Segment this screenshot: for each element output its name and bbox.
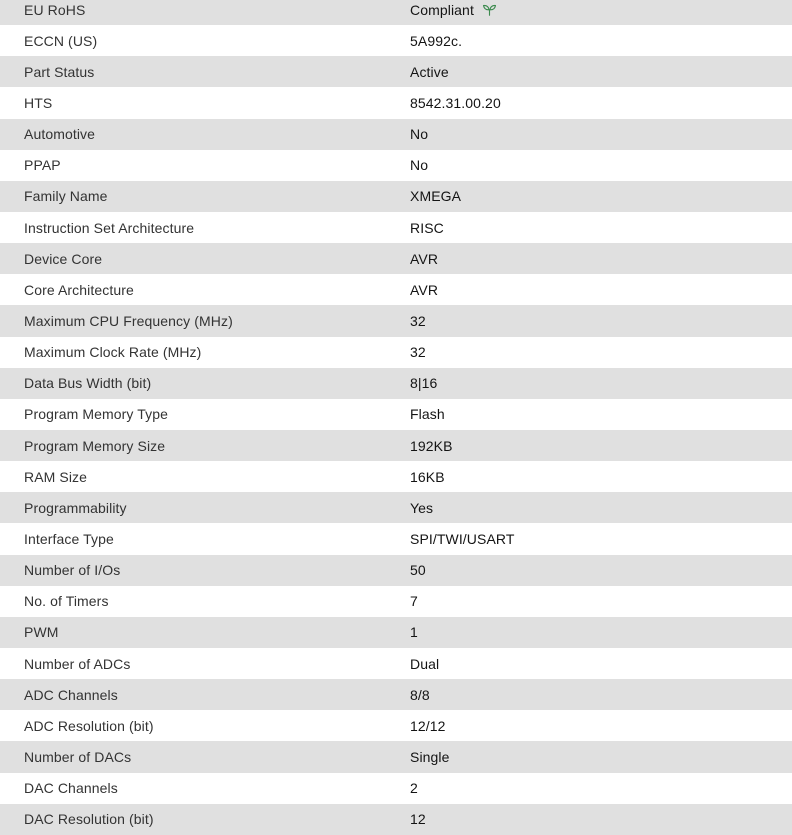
spec-label: Core Architecture — [24, 281, 134, 298]
spec-value-cell — [410, 407, 792, 421]
spec-row — [0, 87, 792, 118]
spec-label: Data Bus Width (bit) — [24, 375, 152, 392]
spec-value-cell — [410, 625, 792, 639]
spec-row — [0, 586, 792, 617]
spec-row — [0, 710, 792, 741]
spec-value: 8/8 — [410, 686, 430, 703]
spec-value: 8542.31.00.20 — [410, 94, 501, 111]
spec-value: Yes — [410, 499, 434, 516]
spec-value-cell — [410, 376, 792, 390]
spec-label: Maximum Clock Rate (MHz) — [24, 344, 202, 361]
spec-row — [0, 181, 792, 212]
spec-value-cell — [410, 532, 792, 546]
spec-label: No. of Timers — [24, 593, 109, 610]
spec-row — [0, 0, 792, 25]
spec-value: Active — [410, 63, 449, 80]
spec-label: Number of DACs — [24, 748, 132, 765]
spec-value-cell — [410, 563, 792, 577]
spec-label: HTS — [24, 94, 53, 111]
spec-value-cell — [410, 594, 792, 608]
spec-value-cell — [410, 781, 792, 795]
spec-row — [0, 274, 792, 305]
spec-row — [0, 368, 792, 399]
spec-label: ADC Resolution (bit) — [24, 717, 154, 734]
spec-row — [0, 461, 792, 492]
spec-row — [0, 56, 792, 87]
spec-value: 8|16 — [410, 375, 438, 392]
spec-row — [0, 523, 792, 554]
spec-value-cell — [410, 657, 792, 671]
spec-row — [0, 492, 792, 523]
spec-value-cell — [410, 314, 792, 328]
spec-value-cell — [410, 34, 792, 48]
spec-label: RAM Size — [24, 468, 88, 485]
spec-value-cell — [410, 252, 792, 266]
spec-row — [0, 430, 792, 461]
spec-value: No — [410, 157, 429, 174]
spec-label: Program Memory Type — [24, 406, 169, 423]
spec-value: 192KB — [410, 437, 453, 454]
spec-row — [0, 212, 792, 243]
spec-value-cell — [410, 439, 792, 453]
spec-label: Programmability — [24, 499, 127, 516]
spec-value: Flash — [410, 406, 445, 423]
spec-row — [0, 243, 792, 274]
spec-row — [0, 150, 792, 181]
spec-row — [0, 741, 792, 772]
spec-value: 12/12 — [410, 717, 446, 734]
spec-value: 50 — [410, 562, 426, 579]
spec-label: Interface Type — [24, 530, 114, 547]
spec-label: Program Memory Size — [24, 437, 166, 454]
spec-value-cell — [410, 221, 792, 235]
spec-value: AVR — [410, 250, 439, 267]
spec-row — [0, 804, 792, 835]
spec-label: ECCN (US) — [24, 32, 98, 49]
spec-row — [0, 617, 792, 648]
spec-value-cell — [410, 345, 792, 359]
spec-label: PWM — [24, 624, 59, 641]
leaf-icon — [482, 3, 497, 17]
spec-row — [0, 119, 792, 150]
spec-row — [0, 337, 792, 368]
spec-value: 2 — [410, 780, 418, 797]
spec-value: 7 — [410, 593, 418, 610]
spec-row — [0, 679, 792, 710]
spec-value: Single — [410, 748, 450, 765]
spec-value: No — [410, 126, 429, 143]
spec-value-cell — [410, 750, 792, 764]
spec-row — [0, 25, 792, 56]
spec-value-cell — [410, 283, 792, 297]
spec-row — [0, 399, 792, 430]
spec-label: ADC Channels — [24, 686, 118, 703]
spec-label: PPAP — [24, 157, 61, 174]
spec-label: Part Status — [24, 63, 95, 80]
spec-value: SPI/TWI/USART — [410, 530, 515, 547]
spec-label: Automotive — [24, 126, 96, 143]
spec-value-cell — [410, 158, 792, 172]
spec-value: AVR — [410, 281, 439, 298]
spec-label: DAC Channels — [24, 780, 118, 797]
spec-label: Maximum CPU Frequency (MHz) — [24, 312, 233, 329]
spec-value-cell — [410, 127, 792, 141]
spec-value-cell — [410, 189, 792, 203]
spec-value: XMEGA — [410, 188, 462, 205]
spec-label: EU RoHS — [24, 1, 86, 18]
spec-value: 12 — [410, 811, 426, 828]
spec-value-cell — [410, 719, 792, 733]
spec-value-cell — [410, 501, 792, 515]
spec-label: Instruction Set Architecture — [24, 219, 195, 236]
spec-value: 1 — [410, 624, 418, 641]
spec-value: RISC — [410, 219, 444, 236]
spec-row — [0, 648, 792, 679]
spec-value: 32 — [410, 344, 426, 361]
spec-label: Family Name — [24, 188, 108, 205]
spec-label: DAC Resolution (bit) — [24, 811, 154, 828]
spec-value-cell — [410, 96, 792, 110]
spec-value: 5A992c. — [410, 32, 463, 49]
spec-label: Number of I/Os — [24, 562, 121, 579]
spec-value: 16KB — [410, 468, 445, 485]
spec-value: Compliant — [410, 1, 474, 18]
spec-value-cell — [410, 65, 792, 79]
spec-value: 32 — [410, 312, 426, 329]
spec-value: Dual — [410, 655, 440, 672]
spec-value-cell — [410, 3, 792, 17]
spec-row — [0, 555, 792, 586]
spec-label: Device Core — [24, 250, 103, 267]
spec-label: Number of ADCs — [24, 655, 131, 672]
spec-value-cell — [410, 470, 792, 484]
spec-value-cell — [410, 688, 792, 702]
spec-row — [0, 773, 792, 804]
spec-row — [0, 305, 792, 336]
spec-value-cell — [410, 812, 792, 826]
